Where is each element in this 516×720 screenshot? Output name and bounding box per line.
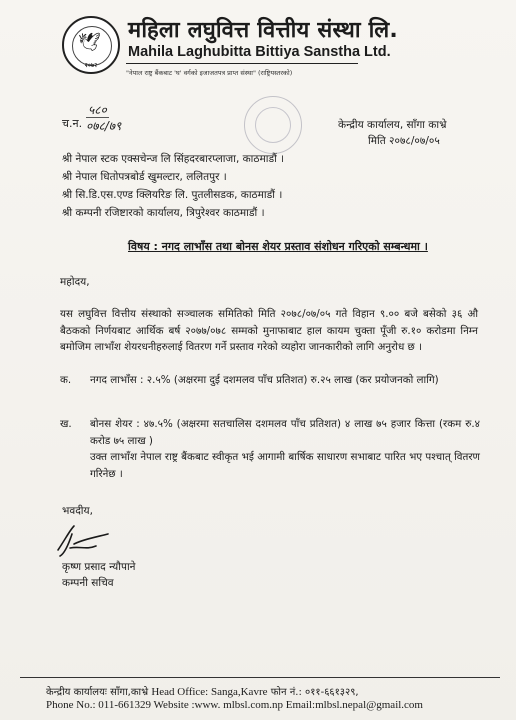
office-seal-stamp bbox=[244, 96, 302, 154]
organization-logo bbox=[62, 16, 120, 74]
organization-tagline: "नेपाल राष्ट्र बैंकबाट 'घ' वर्गको इजाजतपत्र प्राप्त संस्था" (राष्ट्रियस्तरको) bbox=[126, 69, 293, 77]
recipient-line: श्री नेपाल धितोपत्रबोर्ड खुमल्टार, ललितपुर । bbox=[62, 171, 227, 183]
closing-remark: भवदीय, bbox=[62, 505, 93, 517]
body-paragraph: यस लघुवित्त वित्तीय संस्थाको सञ्चालक समितिको मिति २०७८/०७/०५ गते विहान ९.०० बजे बसेको ३६ औ बैठकको निर्णयबाट आर्थिक बर्ष २०७७/०७८ सम्मको मुनाफाबाट हाल कायम चुक्ता पूँजी रु.१० करोडमा निम्न बमोजिम लाभाँश शेयरधनीहरुलाई वितरण गर्ने प्रस्ताव गरेको व्यहोरा जानकारीको लागि अनुरोध छ । bbox=[60, 308, 478, 353]
organization-name-english: Mahila Laghubitta Bittiya Sanstha Ltd. bbox=[128, 44, 391, 60]
footer-divider bbox=[20, 677, 500, 678]
letterhead-divider bbox=[126, 63, 358, 64]
item-text: बोनस शेयर : ४७.५% (अक्षरमा सतचालिस दशमलव पाँच प्रतिशत) ४ लाख ७५ हजार कित्ता (रकम रु.४ करोड ७५ लाख ) bbox=[90, 418, 480, 447]
signatory-title: कम्पनी सचिव bbox=[62, 577, 114, 589]
letter-subject: विषय : नगद लाभाँस तथा बोनस शेयर प्रस्ताव संशोधन गरिएको सम्बन्धमा । bbox=[128, 240, 428, 253]
office-location: केन्द्रीय कार्यालय, साँगा काभ्रे bbox=[338, 119, 447, 131]
reference-fiscal-year: ०७८/७९ bbox=[86, 119, 122, 133]
dove-icon: 🕊 bbox=[78, 32, 101, 53]
logo-year: २०७२ bbox=[84, 62, 98, 69]
signature-image bbox=[52, 520, 112, 560]
recipient-line: श्री कम्पनी रजिष्टारको कार्यालय, त्रिपुरेश्वर काठमाडौं । bbox=[62, 207, 265, 219]
organization-name-nepali: महिला लघुवित्त वित्तीय संस्था लि. bbox=[128, 18, 398, 43]
recipient-line: श्री सि.डि.एस.एण्ड क्लियरिङ लि. पुतलीसडक, काठमाडौं । bbox=[62, 189, 283, 201]
item-label: ख. bbox=[60, 418, 72, 430]
footer-office-english: Head Office: Sanga,Kavre bbox=[151, 686, 268, 698]
reference-label: च.न. bbox=[62, 117, 83, 130]
recipient-list bbox=[62, 150, 284, 222]
letter-date: मिति २०७८/०७/०५ bbox=[368, 135, 440, 147]
recipient-line: श्री नेपाल स्टक एक्सचेन्ज लि सिंहदरबारप्लाजा, काठमाडौं । bbox=[62, 153, 285, 165]
footer-phone-nepali: फोन नं.: ०११-६६१३२९, bbox=[270, 687, 359, 698]
item-label: क. bbox=[60, 374, 72, 386]
reference-number: ५८० bbox=[88, 103, 107, 117]
salutation: महोदय, bbox=[60, 276, 90, 288]
item-text: नगद लाभाँस : २.५% (अक्षरमा दुई दशमलव पाँच प्रतिशत) रु.२५ लाख (कर प्रयोजनको लागि) bbox=[90, 374, 439, 386]
footer-contact-line: Phone No.: 011-661329 Website :www. mlbsl.com.np Email:mlbsl.nepal@gmail.com bbox=[46, 699, 423, 711]
footer-office-nepali: केन्द्रीय कार्यालयः साँगा,काभ्रे bbox=[46, 687, 149, 698]
footer-address-line bbox=[46, 684, 359, 698]
note-text: उक्त लाभाँश नेपाल राष्ट्र बैंकबाट स्वीकृत भई आगामी बार्षिक साधारण सभाबाट पारित भए पश्चात् वितरण गरिनेछ । bbox=[90, 451, 480, 480]
signatory-name: कृष्ण प्रसाद न्यौपाने bbox=[62, 561, 136, 573]
